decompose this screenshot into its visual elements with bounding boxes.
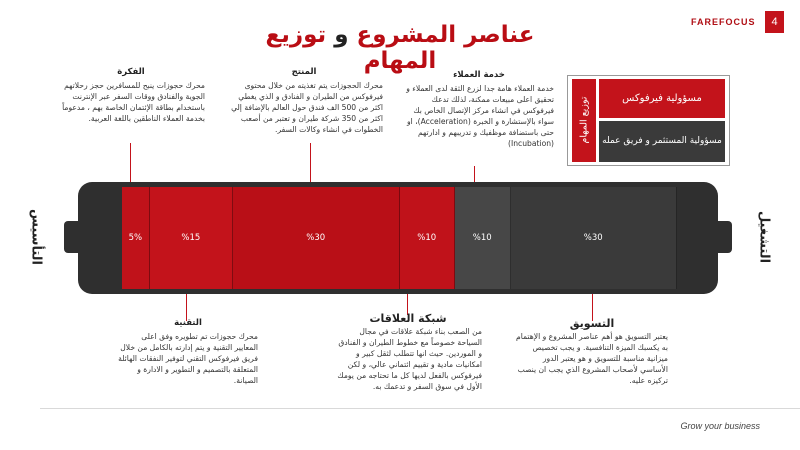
block-customer-service-heading: خدمة العملاء: [453, 70, 505, 80]
connector-idea: [130, 143, 131, 187]
bar-segment-label: %30: [306, 233, 326, 243]
block-technology: [118, 318, 258, 386]
bar-segment-1: [122, 187, 150, 289]
bar-segment-3: [233, 187, 400, 289]
bar-segment-label: %15: [181, 233, 201, 243]
block-product-heading: المنتج: [291, 67, 317, 77]
block-network-heading: شبكة العلاقات: [369, 312, 447, 325]
title-part-red-2: توزيع المهام: [265, 22, 437, 74]
bar-cap-right: [716, 221, 732, 253]
footer-divider: [40, 408, 800, 409]
block-marketing-text: يعتبر التسويق هو أهم عناصر المشروع و الإهتمام به يكسبك الميزة التنافسية. و يجب تخصيص ميزانية مناسبة للتسويق و هو يعتبر الدور الأساسي لأصحاب المشروع الذي يجب ان ينصب تركيزه عليه.: [516, 332, 668, 385]
bar-segment-6: [511, 187, 678, 289]
block-idea-text: محرك حجوزات ينبح للمسافرين حجز رحلاتهم الجوية والفنادق ووقات السفر عبر الإنترنت باستخدام بطاقة الإئتمان الخاصة بهم ، مدعوماً بخدمة العملاء الناطقين باللغة العربية.: [62, 81, 205, 123]
connector-product: [310, 143, 311, 187]
legend-vertical: [572, 79, 596, 162]
block-product-text: محرك الحجوزات يتم تغذيته من خلال محتوى فيرفوكس من الطيران و الفنادق و الذي يغطي اكثر من 500 الف فندق حول العالم بالإضافة إلي اكثر من 350 شركة طيران و تعتبر من أصعب الخطوات في انشاء وكالات السفر.: [231, 81, 383, 134]
bar-segment-label: 5%: [128, 233, 143, 243]
bar-left-label: التأسيس: [28, 209, 44, 265]
block-idea: [57, 67, 205, 124]
brand-name: FAREFOCUS: [691, 17, 756, 27]
page-number-badge: 4: [765, 11, 784, 33]
bar-segment-5: [455, 187, 511, 289]
block-idea-heading: الفكرة: [117, 67, 145, 77]
block-technology-text: محرك حجوزات تم تطويره وفق اعلى المعايير التقنية و يتم إدارته بالكامل من خلال فريق فيرفوكس التقني لتوفير النفقات الهائلة المتعلقة بالتصميم و التطوير و الادارة و الصيانة.: [118, 332, 258, 385]
bar-right-label: التشغيل: [756, 210, 772, 264]
block-customer-service-text: خدمة العملاء هامة جدا لزرع الثقة لدى العملاء و تحقيق اعلى مبيعات ممكنة، لذلك تدعك فيرفوكس في انشاء مركز الإتصال الخاص بك سواء بالإستشارة و الخبرة (Acceleration)، او حتى باستضافة موظفيك و تدريبهم و ادارتهم (Incubation): [406, 84, 554, 148]
block-network-text: من الصعب بناء شبكة علاقات في مجال السياحة خصوصاً مع خطوط الطيران و الفنادق و الموردين. حيث انها تتطلب لثقل كبير و امكانيات مادية و تقييم ائتماني عالي، و لكن فيرفوكس بالفعل لديها كل ما تحتاجه من يومك الأول في سوق السفر و تدعمك به.: [337, 327, 482, 391]
bar-segment-2: [150, 187, 233, 289]
bar-segment-label: %10: [472, 233, 492, 243]
block-customer-service: [404, 70, 554, 149]
block-marketing: [516, 318, 668, 386]
title-part-red-1: عناصر المشروع: [348, 22, 535, 48]
legend-farefocus-responsibility: مسؤولية فيرفوكس: [599, 79, 725, 118]
title-part-black: و: [334, 22, 349, 48]
block-technology-heading: التقنية: [174, 318, 202, 328]
legend-investor-responsibility: مسؤولية المستثمر و فريق عمله: [599, 121, 725, 162]
bar-segments: [122, 187, 677, 289]
block-network: [334, 313, 482, 392]
bar-segment-label: %30: [583, 233, 603, 243]
block-marketing-heading: التسويق: [569, 317, 615, 330]
bar-segment-4: [400, 187, 456, 289]
block-product: [225, 67, 383, 135]
footer-tagline: Grow your business: [680, 421, 760, 431]
bar-segment-label: %10: [417, 233, 437, 243]
legend-vertical-label: توزيع المهام: [578, 96, 590, 144]
